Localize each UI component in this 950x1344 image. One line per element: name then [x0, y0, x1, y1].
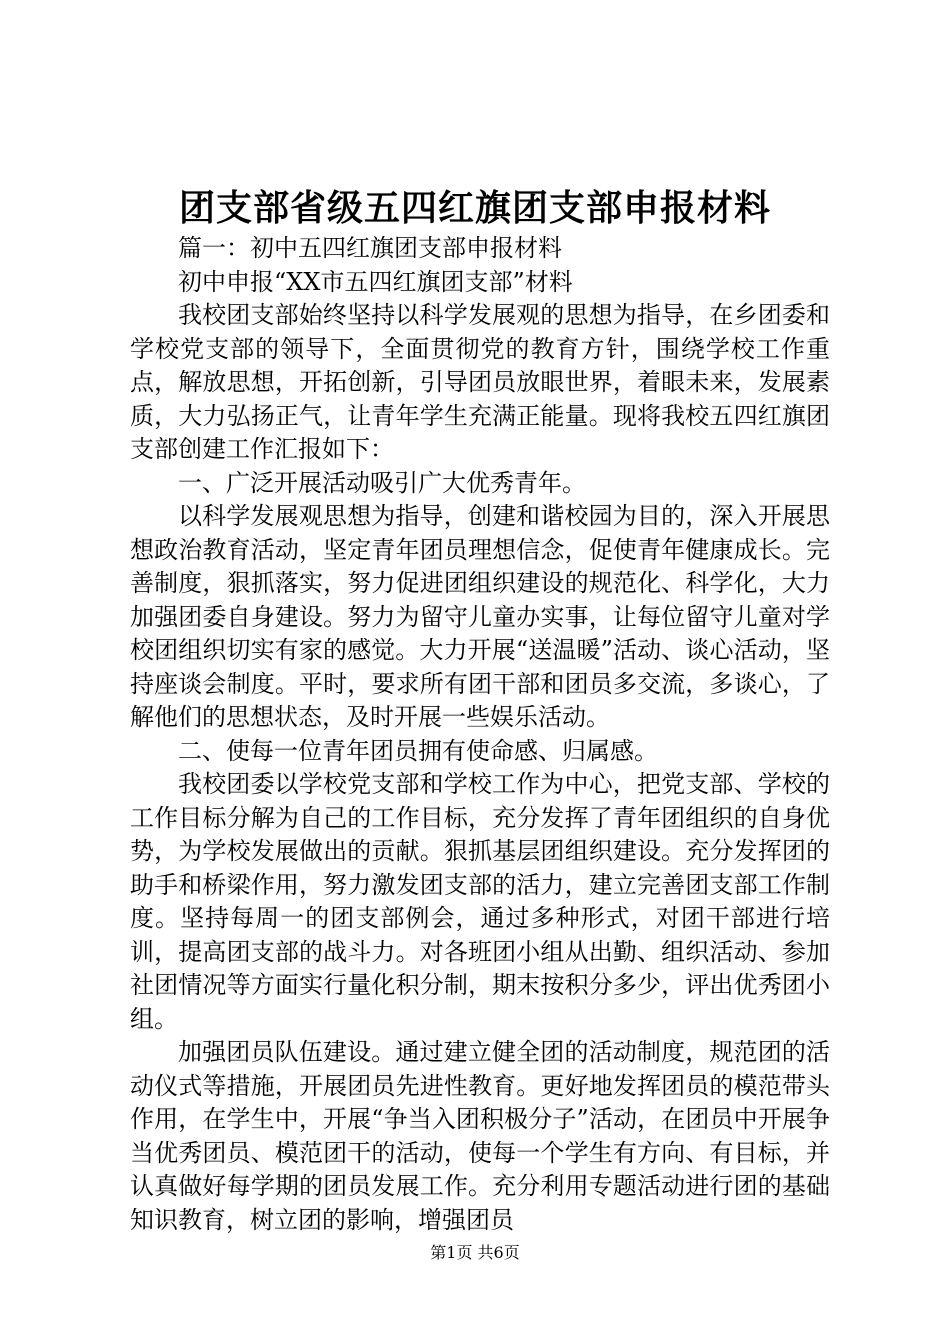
paragraph: 二、使每一位青年团员拥有使命感、归属感。: [178, 736, 658, 765]
paragraph: 一、广泛开展活动吸引广大优秀青年。: [178, 468, 586, 497]
page-number-footer: 第1页 共6页: [430, 1243, 520, 1262]
paragraph: 初中申报“XX市五四红旗团支部”材料: [178, 267, 573, 296]
paragraph: 我校团支部始终坚持以科学发展观的思想为指导，在乡团委和学校党支部的领导下，全面贯彻党的教育方针，围绕学校工作重点，解放思想，开拓创新，引导团员放眼世界，着眼未来，发展素质，大力弘扬正气，让青年学生充满正能量。现将我校五四红旗团支部创建工作汇报如下：: [130, 301, 830, 463]
paragraph: 我校团委以学校党支部和学校工作为中心，把党支部、学校的工作目标分解为自己的工作目标，充分发挥了青年团组织的自身优势，为学校发展做出的贡献。狠抓基层团组织建设。充分发挥团的助手和桥梁作用，努力激发团支部的活力，建立完善团支部工作制度。坚持每周一的团支部例会，通过多种形式，对团干部进行培训，提高团支部的战斗力。对各班团小组从出勤、组织活动、参加社团情况等方面实行量化积分制，期末按积分多少，评出优秀团小组。: [130, 770, 830, 1033]
paragraph: 篇一：初中五四红旗团支部申报材料: [178, 234, 562, 262]
document-title: 团支部省级五四红旗团支部申报材料: [178, 187, 771, 229]
paragraph: 以科学发展观思想为指导，创建和谐校园为目的，深入开展思想政治教育活动，坚定青年团员理想信念，促使青年健康成长。完善制度，狠抓落实，努力促进团组织建设的规范化、科学化，大力加强团委自身建设。努力为留守儿童办实事，让每位留守儿童对学校团组织切实有家的感觉。大力开展“送温暖”活动、谈心活动，坚持座谈会制度。平时，要求所有团干部和团员多交流，多谈心，了解他们的思想状态，及时开展一些娱乐活动。: [130, 502, 830, 731]
paragraph: 加强团员队伍建设。通过建立健全团的活动制度，规范团的活动仪式等措施，开展团员先进性教育。更好地发挥团员的模范带头作用，在学生中，开展“争当入团积极分子”活动，在团员中开展争当优秀团员、模范团干的活动，使每一个学生有方向、有目标，并认真做好每学期的团员发展工作。充分利用专题活动进行团的基础知识教育，树立团的影响，增强团员: [130, 1038, 830, 1234]
document-body: [130, 232, 830, 1237]
